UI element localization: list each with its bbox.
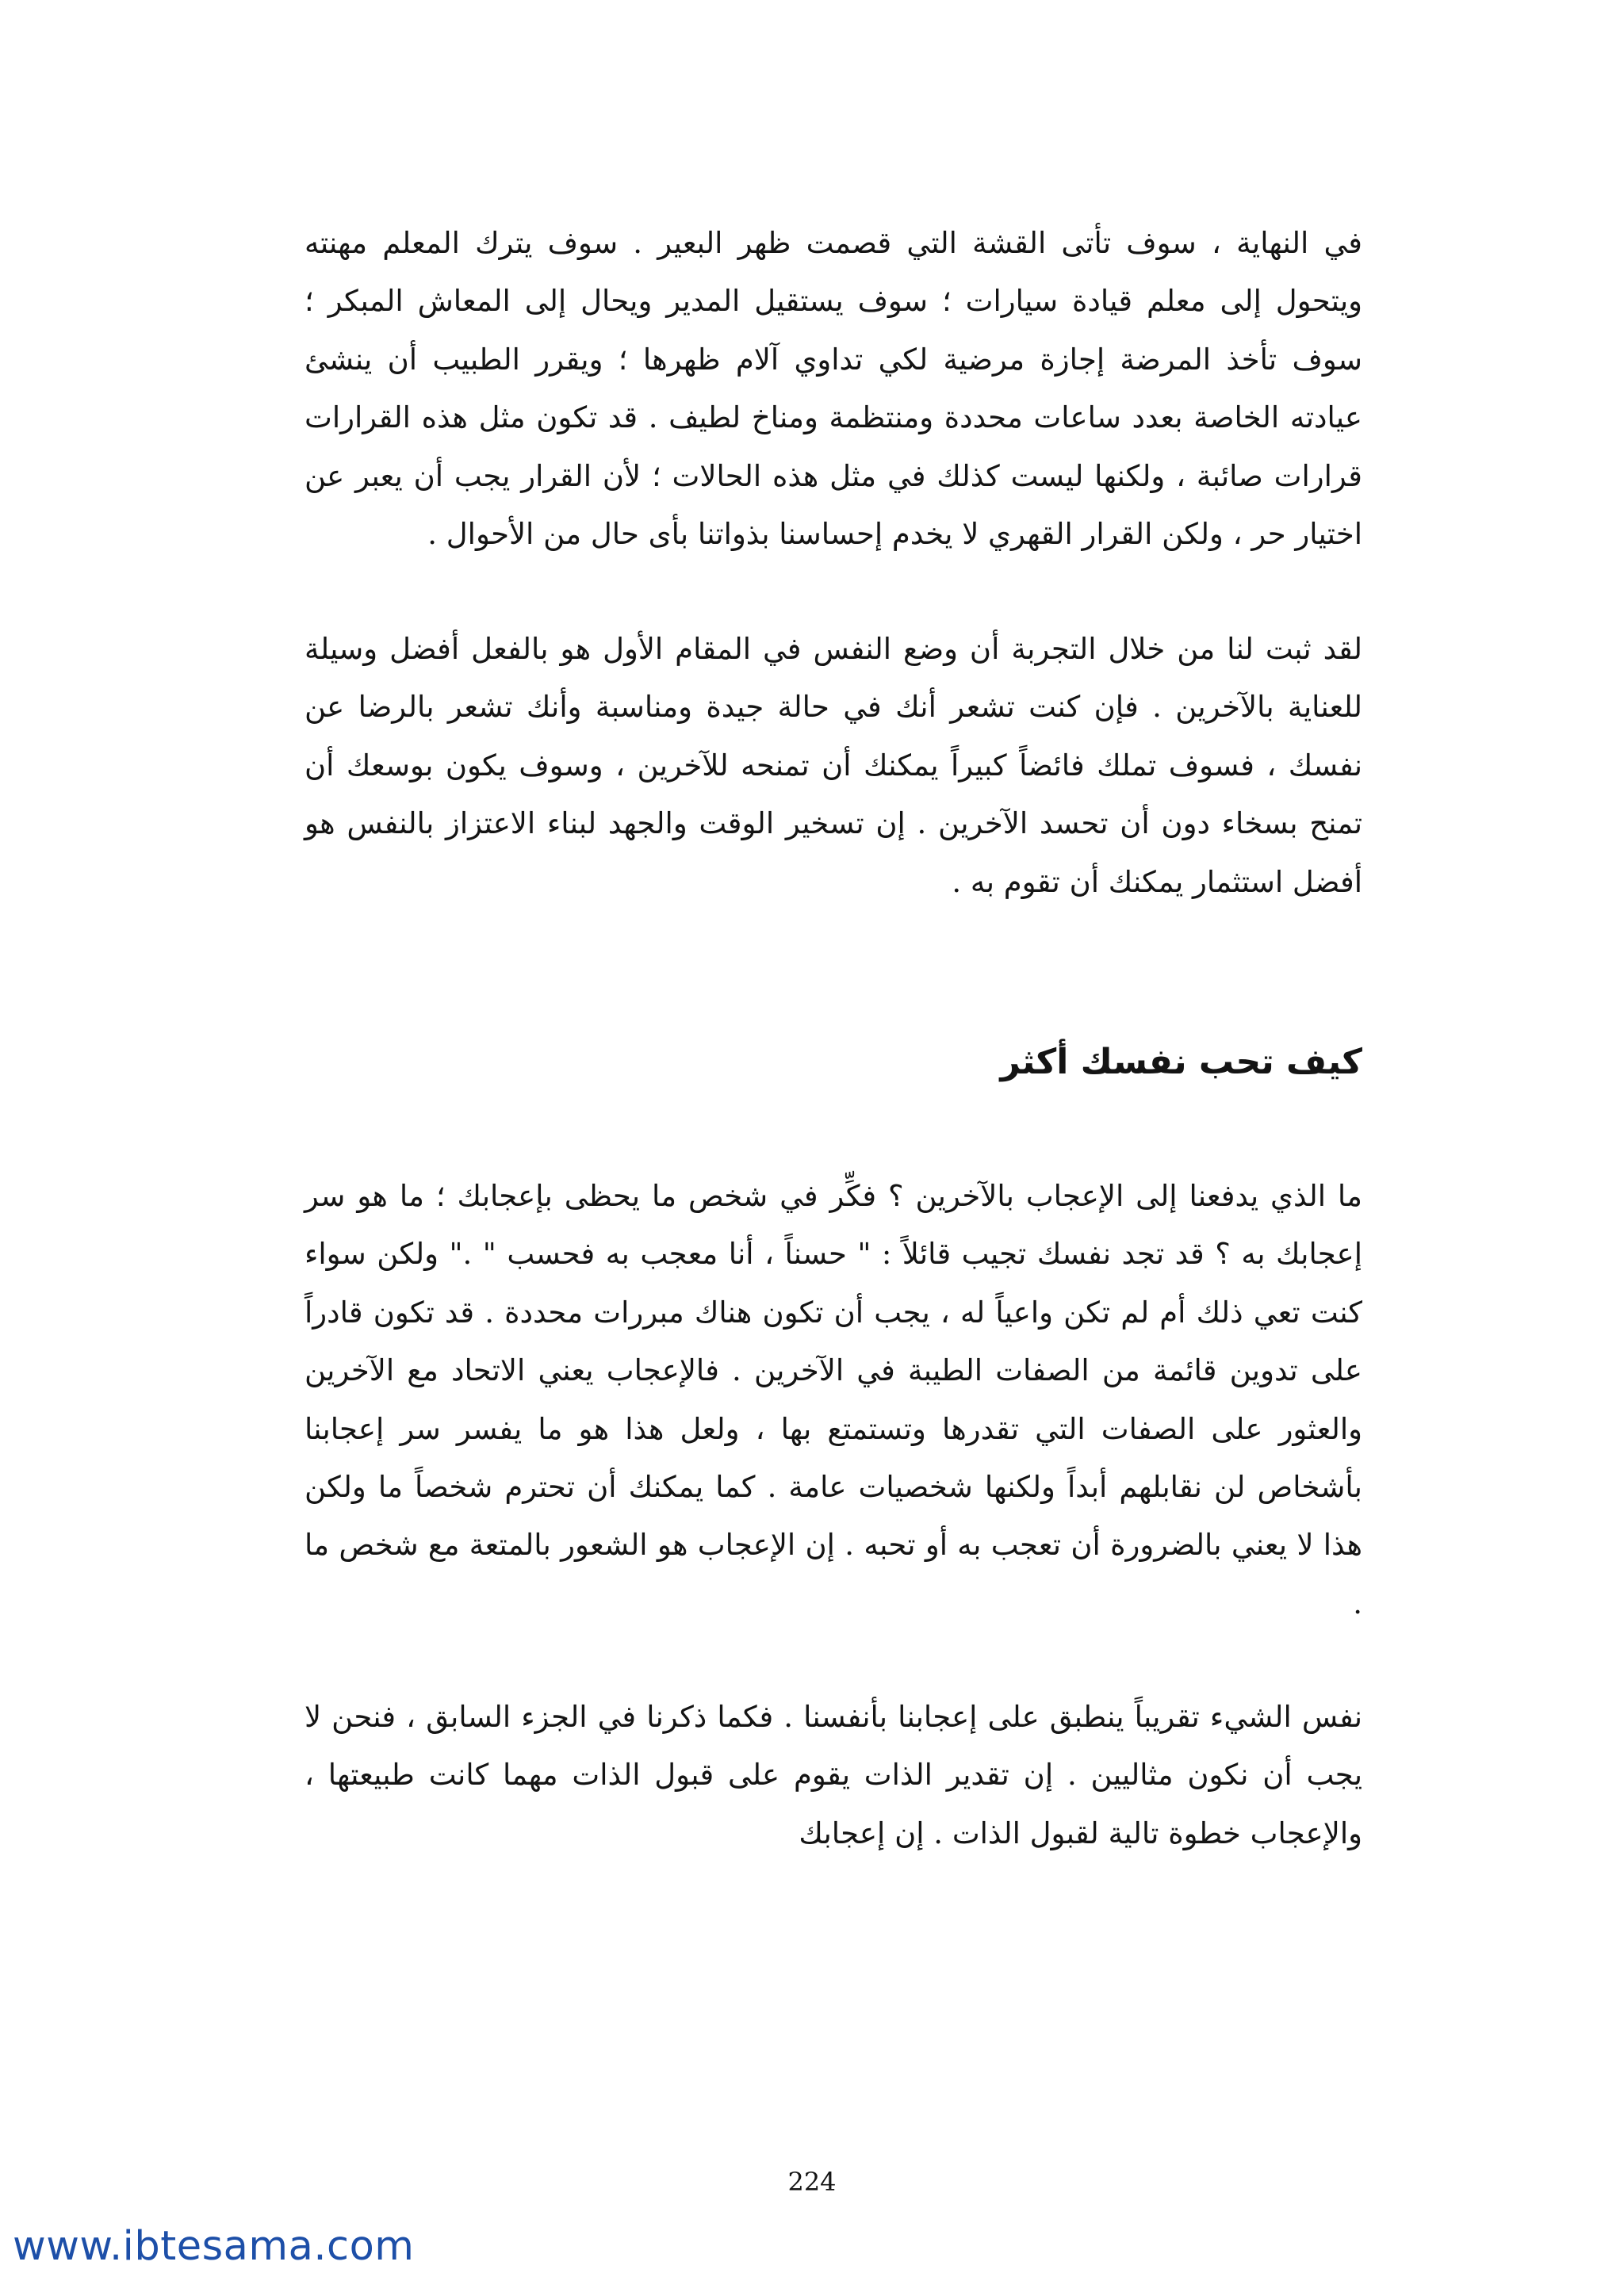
paragraph-2: لقد ثبت لنا من خلال التجربة أن وضع النفس في المقام الأول هو بالفعل أفضل وسيلة للعناية بالآخرين . فإن كنت تشعر أنك في حالة جيدة ومناسبة وأنك تشعر بالرضا عن نفسك ، فسوف تملك فائضاً كبيراً يمكنك أن تمنحه للآخرين ، وسوف يكون بوسعك أن تمنح بسخاء دون أن تحسد الآخرين . إن تسخير الوقت والجهد لبناء الاعتزاز بالنفس هو أفضل استثمار يمكنك أن تقوم به . [304,632,1362,899]
paragraph-3: ما الذي يدفعنا إلى الإعجاب بالآخرين ؟ فكِّر في شخص ما يحظى بإعجابك ؛ ما هو سر إعجابك به ؟ قد تجد نفسك تجيب قائلاً : " حسناً ، أنا معجب به فحسب " ." ولكن سواء كنت تعي ذلك أم لم تكن واعياً له ، يجب أن تكون هناك مبررات محددة . قد تكون قادراً على تدوين قائمة من الصفات الطيبة في الآخرين . فالإعجاب يعني الاتحاد مع الآخرين والعثور على الصفات التي تقدرها وتستمتع بها ، ولعل هذا هو ما يفسر سر إعجابنا بأشخاص لن نقابلهم أبداً ولكنها شخصيات عامة . كما يمكنك أن تحترم شخصاً ما ولكن هذا لا يعني بالضرورة أن تعجب به أو تحبه . إن الإعجاب هو الشعور بالمتعة مع شخص ما . [304,1179,1362,1621]
paragraph-4: نفس الشيء تقريباً ينطبق على إعجابنا بأنفسنا . فكما ذكرنا في الجزء السابق ، فنحن لا يجب أن نكون مثاليين . إن تقدير الذات يقوم على قبول الذات مهما كانت طبيعتها ، والإعجاب خطوة تالية لقبول الذات . إن إعجابك [304,1700,1362,1850]
paragraph-1: في النهاية ، سوف تأتى القشة التي قصمت ظهر البعير . سوف يترك المعلم مهنته ويتحول إلى معلم قيادة سيارات ؛ سوف يستقيل المدير ويحال إلى المعاش المبكر ؛ سوف تأخذ المرضة إجازة مرضية لكي تداوي آلام ظهرها ؛ ويقرر الطبيب أن ينشئ عيادته الخاصة بعدد ساعات محددة ومنتظمة ومناخ لطيف . قد تكون مثل هذه القرارات قرارات صائبة ، ولكنها ليست كذلك في مثل هذه الحالات ؛ لأن القرار يجب أن يعبر عن اختيار حر ، ولكن القرار القهري لا يخدم إحساسنا بذواتنا بأى حال من الأحوال . [304,226,1362,552]
section-heading: كيف تحب نفسك أكثر [1000,1042,1362,1082]
page-number: 224 [787,2167,837,2197]
site-watermark: www.ibtesama.com [13,2223,415,2270]
